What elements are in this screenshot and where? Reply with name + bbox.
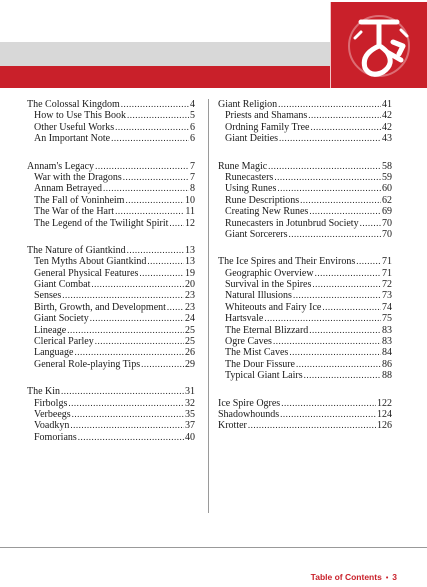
toc-entry-page: 7: [190, 171, 195, 183]
toc-entry-page: 42: [382, 121, 392, 133]
toc-entry-page: 71: [382, 267, 392, 279]
toc-entry-page: 12: [185, 217, 195, 229]
toc-entry[interactable]: [27, 172, 195, 183]
toc-entry-page: 29: [185, 358, 195, 370]
dot-leader: [304, 370, 381, 381]
toc-entry-title: The Dour Fissure: [225, 358, 295, 370]
toc-entry-page: 6: [190, 121, 195, 133]
toc-entry-title: Giant Religion: [218, 99, 278, 110]
toc-right-column: [218, 99, 392, 448]
toc-entry-page: 7: [190, 160, 195, 172]
dot-leader: [293, 290, 381, 301]
footer-label: Table of Contents: [310, 572, 382, 582]
toc-entry-page: 20: [185, 279, 195, 291]
dot-leader: [115, 122, 189, 133]
toc-entry-page: 75: [382, 313, 392, 325]
toc-entry-title: Typical Giant Lairs: [225, 370, 303, 382]
dot-leader: [90, 313, 184, 324]
dot-leader: [91, 279, 184, 290]
dot-leader: [141, 359, 184, 370]
toc-entry[interactable]: [27, 302, 195, 313]
toc-entry-title: Runecasters: [225, 171, 274, 183]
dot-leader: [360, 218, 381, 229]
dot-leader: [289, 347, 381, 358]
dot-leader: [308, 110, 381, 121]
toc-entry-title: The Fall of Voninheim: [34, 194, 125, 206]
dot-leader: [123, 172, 189, 183]
toc-entry-title: Creating New Runes: [225, 206, 309, 218]
dot-leader: [139, 268, 184, 279]
toc-entry-title: Firbolgs: [34, 397, 68, 409]
toc-section: [218, 99, 392, 145]
toc-chapter-entry[interactable]: [218, 398, 392, 409]
toc-entry[interactable]: [27, 206, 195, 217]
dot-leader: [279, 133, 381, 144]
toc-section: [27, 99, 195, 145]
toc-entry-title: Giant Combat: [34, 279, 91, 291]
dot-leader: [103, 183, 189, 194]
toc-entry-title: An Important Note: [34, 133, 111, 145]
toc-entry[interactable]: [27, 279, 195, 290]
toc-entry[interactable]: [27, 256, 195, 267]
dot-leader: [312, 279, 381, 290]
toc-section: [27, 161, 195, 229]
dot-leader: [281, 398, 376, 409]
dot-leader: [167, 302, 184, 313]
toc-entry[interactable]: [27, 183, 195, 194]
column-divider: [208, 99, 209, 513]
toc-entry-page: 24: [185, 313, 195, 325]
toc-entry[interactable]: [218, 229, 392, 240]
toc-entry-title: Krotter: [218, 420, 247, 432]
toc-entry[interactable]: [27, 359, 195, 370]
toc-entry-title: Survival in the Spires: [225, 279, 312, 291]
toc-entry-page: 59: [382, 171, 392, 183]
toc-entry-title: The Nature of Giantkind: [27, 244, 126, 256]
toc-entry-title: The War of the Hart: [34, 206, 115, 218]
toc-entry-title: Ten Myths About Giantkind: [34, 256, 147, 268]
dot-leader: [169, 218, 184, 229]
toc-entry-page: 62: [382, 194, 392, 206]
toc-entry-page: 4: [190, 99, 195, 110]
toc-entry[interactable]: [218, 218, 392, 229]
toc-entry-title: Giant Society: [34, 313, 89, 325]
dot-leader: [356, 256, 381, 267]
toc-entry[interactable]: [27, 268, 195, 279]
toc-entry[interactable]: [27, 290, 195, 301]
toc-entry-title: Rune Descriptions: [225, 194, 300, 206]
toc-chapter-entry[interactable]: [218, 256, 392, 267]
dot-leader: [78, 432, 184, 443]
toc-entry-page: 11: [185, 206, 195, 218]
toc-entry-page: 41: [382, 99, 392, 110]
toc-section: [27, 245, 195, 370]
toc-entry-page: 70: [382, 217, 392, 229]
dot-leader: [147, 256, 184, 267]
toc-entry[interactable]: [27, 133, 195, 144]
toc-entry-title: Senses: [34, 290, 62, 302]
bottom-rule: [0, 547, 427, 548]
toc-entry-page: 35: [185, 408, 195, 420]
dot-leader: [277, 183, 381, 194]
toc-entry-page: 13: [185, 256, 195, 268]
toc-entry-page: 58: [382, 160, 392, 172]
toc-entry-title: How to Use This Book: [34, 110, 127, 122]
toc-entry-page: 86: [382, 358, 392, 370]
toc-entry-page: 83: [382, 336, 392, 348]
toc-entry-title: Ordning Family Tree: [225, 121, 310, 133]
dot-leader: [62, 290, 184, 301]
toc-entry[interactable]: [218, 172, 392, 183]
toc-entry[interactable]: [218, 110, 392, 121]
dot-leader: [300, 195, 381, 206]
toc-entry-page: 74: [382, 301, 392, 313]
toc-entry-title: Ogre Caves: [225, 336, 272, 348]
toc-entry-title: General Role-playing Tips: [34, 358, 141, 370]
toc-entry-title: Runecasters in Jotunbrud Society: [225, 217, 359, 229]
toc-entry-page: 42: [382, 110, 392, 122]
toc-entry[interactable]: [218, 183, 392, 194]
toc-entry-page: 23: [185, 301, 195, 313]
toc-entry[interactable]: [27, 336, 195, 347]
toc-entry-title: Hartsvale: [225, 313, 264, 325]
toc-entry[interactable]: [218, 133, 392, 144]
toc-entry[interactable]: [27, 420, 195, 431]
toc-entry-title: Fomorians: [34, 431, 77, 443]
toc-entry-page: 25: [185, 324, 195, 336]
dot-leader: [74, 347, 184, 358]
toc-entry-title: The Legend of the Twilight Spirit: [34, 217, 169, 229]
toc-entry[interactable]: [27, 432, 195, 443]
toc-chapter-entry[interactable]: [218, 420, 392, 431]
toc-chapter-entry[interactable]: [218, 409, 392, 420]
toc-entry-page: 60: [382, 183, 392, 195]
toc-entry[interactable]: [27, 325, 195, 336]
dot-leader: [95, 336, 184, 347]
toc-entry-title: The Ice Spires and Their Environs: [218, 256, 356, 268]
toc-entry-title: Verbeegs: [34, 408, 71, 420]
toc-entry-page: 122: [377, 397, 392, 409]
dot-leader: [274, 172, 381, 183]
toc-entry-page: 72: [382, 279, 392, 291]
toc-entry-title: Geographic Overview: [225, 267, 314, 279]
dot-leader: [95, 161, 189, 172]
toc-entry-title: Whiteouts and Fairy Ice: [225, 301, 322, 313]
toc-entry-page: 31: [185, 386, 195, 398]
toc-entry-title: War with the Dragons: [34, 171, 122, 183]
toc-entry-title: Giant Deities: [225, 133, 279, 145]
toc-entry-page: 10: [185, 194, 195, 206]
dot-leader: [115, 206, 184, 217]
dot-leader: [125, 195, 184, 206]
toc-entry-title: Birth, Growth, and Development: [34, 301, 166, 313]
toc-entry-page: 83: [382, 324, 392, 336]
toc-entry-title: Priests and Shamans: [225, 110, 308, 122]
toc-entry-title: The Eternal Blizzard: [225, 324, 309, 336]
dot-leader: [68, 398, 184, 409]
toc-entry-title: Using Runes: [225, 183, 277, 195]
toc-entry-title: General Physical Features: [34, 267, 139, 279]
toc-entry-page: 43: [382, 133, 392, 145]
toc-section: [218, 398, 392, 432]
dot-leader: [296, 359, 381, 370]
toc-entry-page: 19: [185, 267, 195, 279]
toc-section: [218, 256, 392, 381]
toc-entry[interactable]: [218, 195, 392, 206]
toc-entry[interactable]: [218, 359, 392, 370]
toc-entry-title: The Mist Caves: [225, 347, 289, 359]
toc-entry[interactable]: [218, 290, 392, 301]
dot-leader: [322, 302, 381, 313]
toc-entry-title: Annam Betrayed: [34, 183, 103, 195]
toc-entry[interactable]: [218, 370, 392, 381]
toc-chapter-entry[interactable]: [27, 245, 195, 256]
toc-chapter-entry[interactable]: [27, 99, 195, 110]
dot-leader: [248, 420, 376, 431]
dot-leader: [72, 409, 184, 420]
toc-chapter-entry[interactable]: [27, 386, 195, 397]
toc-entry-page: 71: [382, 256, 392, 268]
dot-leader: [127, 245, 184, 256]
toc-section: [218, 161, 392, 241]
toc-entry[interactable]: [218, 347, 392, 358]
dot-leader: [67, 325, 184, 336]
toc-entry-title: Giant Sorcerers: [225, 228, 288, 240]
toc-entry[interactable]: [218, 325, 392, 336]
toc-entry-page: 37: [185, 420, 195, 432]
dot-leader: [309, 206, 381, 217]
toc-entry[interactable]: [27, 195, 195, 206]
toc-entry-title: The Kin: [27, 386, 61, 398]
toc-entry[interactable]: [27, 347, 195, 358]
toc-entry-title: Annam's Legacy: [27, 160, 95, 172]
toc-entry-page: 70: [382, 228, 392, 240]
toc-entry-page: 73: [382, 290, 392, 302]
footer-page-number: 3: [392, 572, 397, 582]
dot-leader: [127, 110, 189, 121]
toc-entry-page: 126: [377, 420, 392, 432]
dot-leader: [268, 161, 381, 172]
toc-entry[interactable]: [27, 110, 195, 121]
toc-entry[interactable]: [27, 218, 195, 229]
dot-leader: [309, 325, 381, 336]
toc-entry-title: Natural Illusions: [225, 290, 292, 302]
toc-entry-title: Clerical Parley: [34, 336, 94, 348]
toc-entry-page: 40: [185, 431, 195, 443]
dot-leader: [315, 268, 381, 279]
toc-entry[interactable]: [218, 302, 392, 313]
toc-entry-page: 84: [382, 347, 392, 359]
toc-entry-title: Other Useful Works: [34, 121, 115, 133]
toc-entry-title: Shadowhounds: [218, 408, 280, 420]
toc-entry[interactable]: [218, 336, 392, 347]
dot-leader: [310, 122, 381, 133]
toc-left-column: [27, 99, 195, 459]
toc-entry[interactable]: [27, 313, 195, 324]
toc-entry-page: 25: [185, 336, 195, 348]
dot-leader: [70, 420, 184, 431]
toc-entry-title: The Colossal Kingdom: [27, 99, 120, 110]
dot-leader: [278, 99, 381, 110]
toc-entry-page: 32: [185, 397, 195, 409]
toc-entry-page: 26: [185, 347, 195, 359]
dot-leader: [280, 409, 376, 420]
toc-entry[interactable]: [27, 409, 195, 420]
toc-entry-page: 23: [185, 290, 195, 302]
toc-entry-title: Lineage: [34, 324, 67, 336]
toc-chapter-entry[interactable]: [218, 161, 392, 172]
dot-leader: [264, 313, 381, 324]
dot-leader: [111, 133, 189, 144]
page-footer: [311, 572, 397, 582]
toc-entry[interactable]: [27, 398, 195, 409]
toc-entry-title: Ice Spire Ogres: [218, 397, 281, 409]
toc-chapter-entry[interactable]: [27, 161, 195, 172]
toc-entry-page: 13: [185, 244, 195, 256]
toc-entry-page: 88: [382, 370, 392, 382]
toc-entry-page: 8: [190, 183, 195, 195]
toc-entry-page: 6: [190, 133, 195, 145]
toc-entry-page: 69: [382, 206, 392, 218]
dot-leader: [273, 336, 381, 347]
toc-section: [27, 386, 195, 443]
toc-entry-page: 5: [190, 110, 195, 122]
toc-entry-title: Language: [34, 347, 74, 359]
rune-emblem-icon: [330, 2, 427, 88]
dot-leader: [61, 386, 184, 397]
dot-leader: [288, 229, 381, 240]
dot-leader: [121, 99, 189, 110]
toc-entry[interactable]: [218, 268, 392, 279]
toc-entry-title: Rune Magic: [218, 160, 268, 172]
toc-entry[interactable]: [218, 279, 392, 290]
toc-entry[interactable]: [218, 313, 392, 324]
toc-chapter-entry[interactable]: [218, 99, 392, 110]
toc-entry[interactable]: [218, 206, 392, 217]
toc-entry-title: Voadkyn: [34, 420, 70, 432]
toc-entry[interactable]: [218, 122, 392, 133]
footer-separator: •: [385, 575, 389, 582]
toc-entry-page: 124: [377, 408, 392, 420]
toc-entry[interactable]: [27, 122, 195, 133]
